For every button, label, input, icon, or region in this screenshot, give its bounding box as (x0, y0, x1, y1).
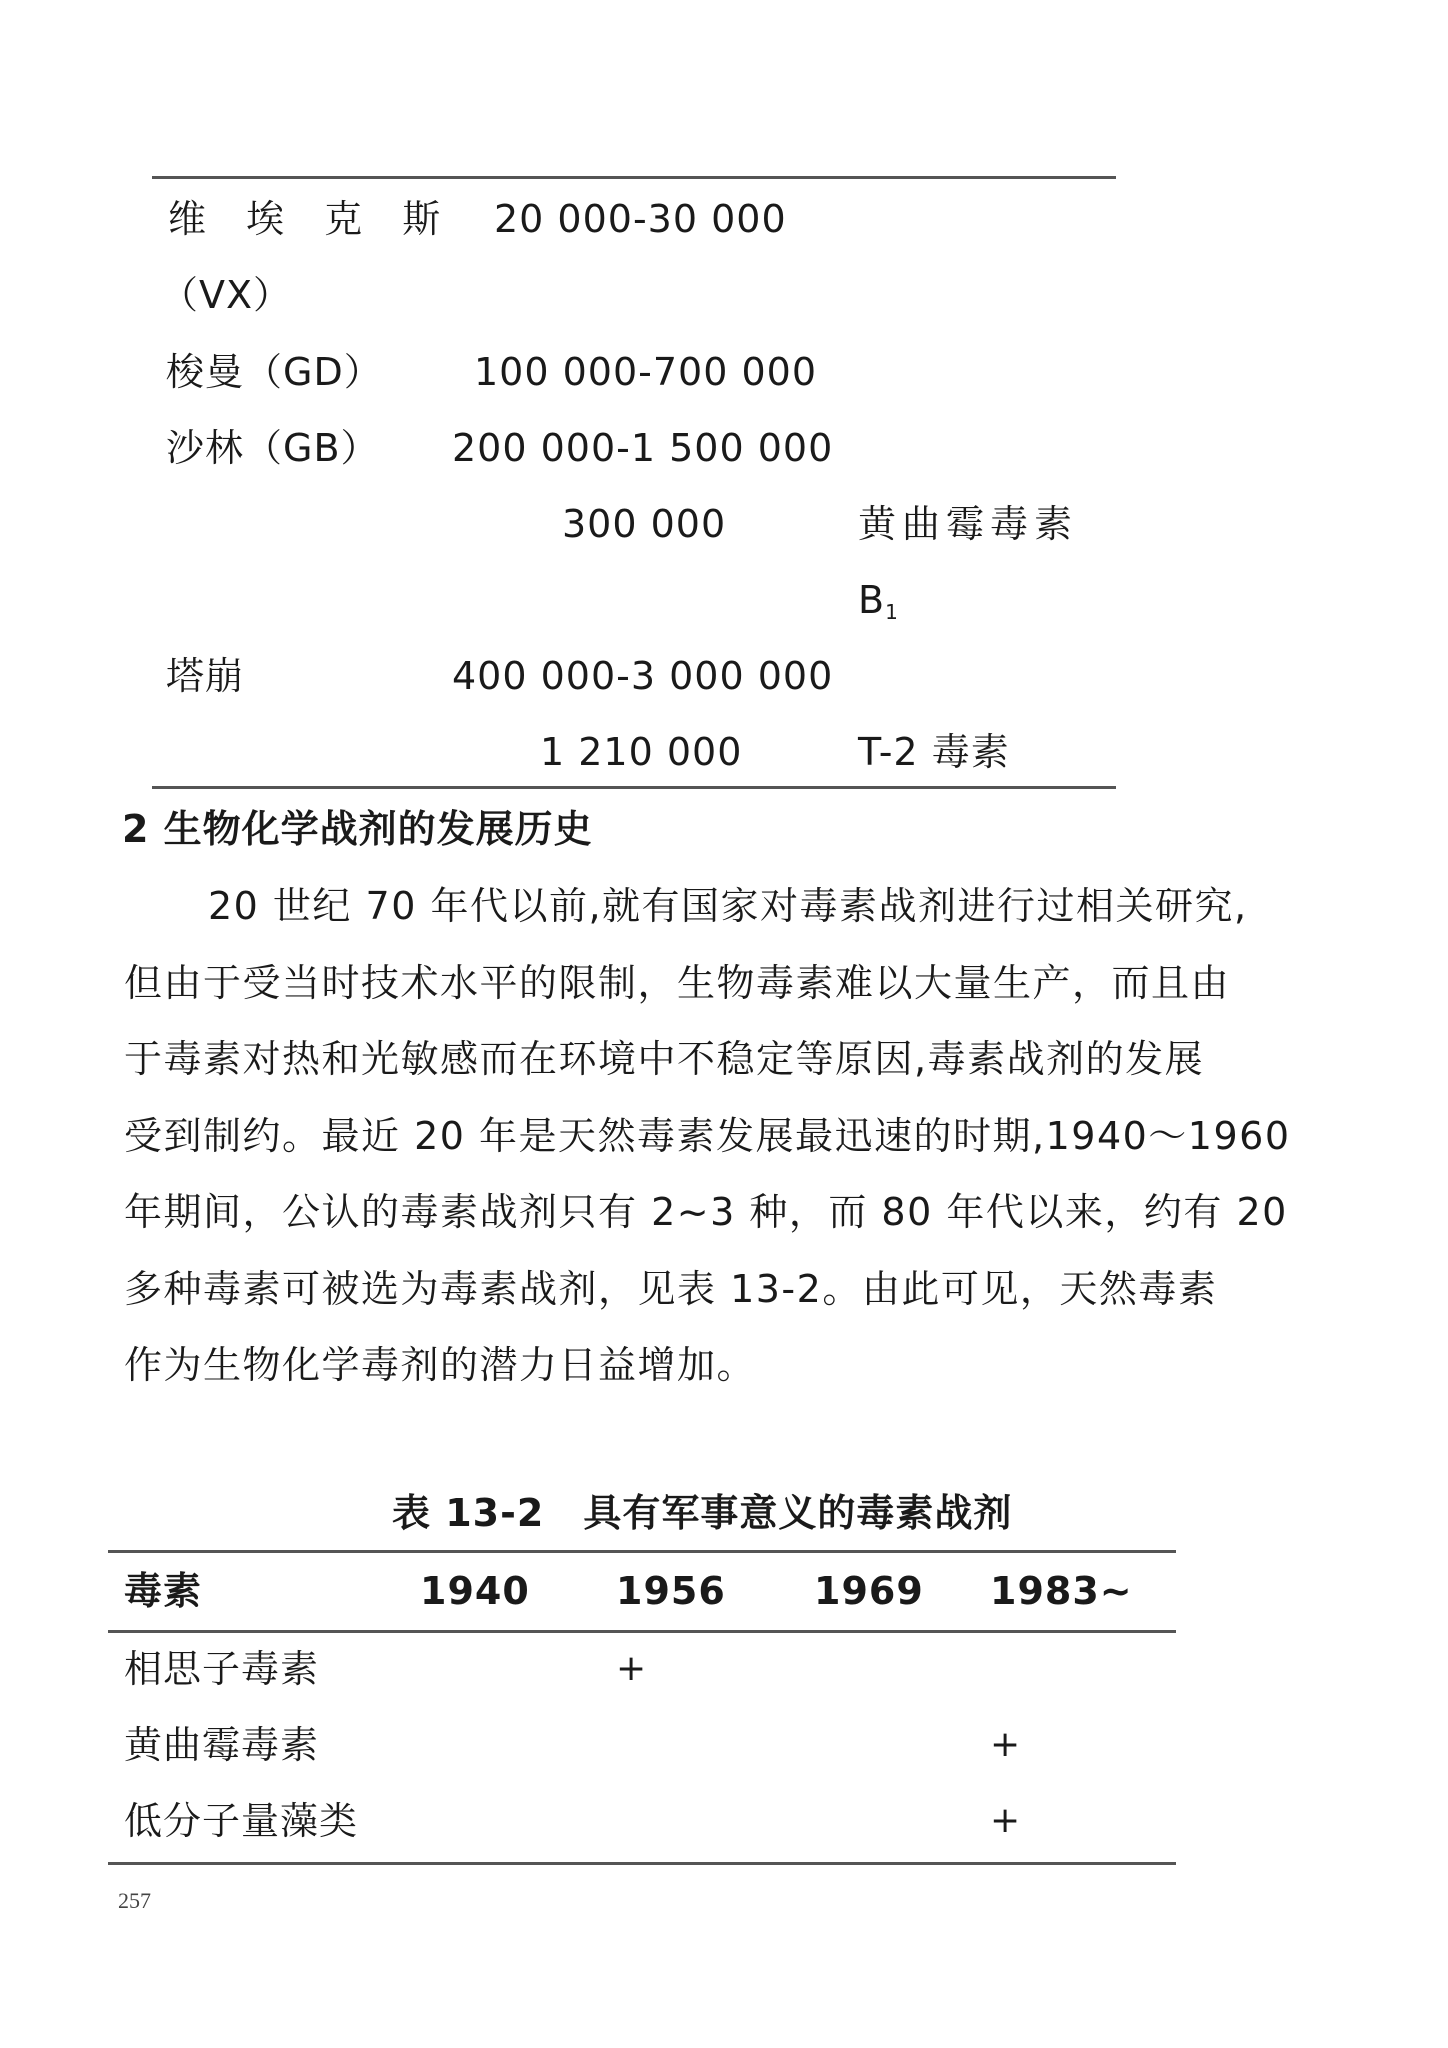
table1-row1-name-cont: （VX） (160, 273, 293, 317)
table1-row4-toxin: 黄曲霉毒素 (858, 502, 1079, 546)
table2-row2-name: 黄曲霉毒素 (124, 1723, 320, 1767)
table2-row1-name: 相思子毒素 (124, 1647, 320, 1691)
table2-row3-mark-1983: + (990, 1800, 1021, 1841)
table2-bottom-rule (108, 1862, 1176, 1865)
table2-header-1983: 1983~ (990, 1569, 1133, 1613)
table2-row1-mark-1956: + (616, 1648, 647, 1689)
section-paragraph (124, 868, 1344, 1404)
table1-row2-value: 100 000-700 000 (474, 350, 817, 394)
table2-top-rule (108, 1550, 1176, 1553)
table1-row2-name: 梭曼（GD） (166, 350, 383, 394)
table1-bottom-rule (152, 786, 1116, 789)
table1-row6-value: 1 210 000 (540, 730, 743, 774)
table1-row3-name: 沙林（GB） (166, 426, 380, 470)
paragraph-line: 但由于受当时技术水平的限制，生物毒素难以大量生产，而且由 (124, 960, 1231, 1005)
table2-row3-name: 低分子量藻类 (124, 1799, 359, 1843)
table1-row4-value: 300 000 (562, 502, 727, 546)
paragraph-line: 受到制约。最近 20 年是天然毒素发展最迅速的时期,1940～1960 (124, 1113, 1291, 1158)
toxin-letter: B (858, 578, 886, 622)
table2-header-1969: 1969 (814, 1569, 924, 1613)
table2-header-1956: 1956 (616, 1569, 726, 1613)
table1-row1-value: 20 000-30 000 (494, 197, 787, 241)
table2-header-toxin: 毒素 (124, 1569, 203, 1613)
table2-header-1940: 1940 (420, 1569, 530, 1613)
table2-header-rule (108, 1630, 1176, 1633)
table2-row2-mark-1983: + (990, 1724, 1021, 1765)
table1-row6-toxin: T-2 毒素 (858, 730, 1010, 774)
table1-row1-name: 维 埃 克 斯 (168, 197, 455, 241)
paragraph-line: 年期间，公认的毒素战剂只有 2~3 种，而 80 年代以来，约有 20 (124, 1190, 1288, 1234)
page-number: 257 (118, 1888, 151, 1913)
table1-row5-value: 400 000-3 000 000 (452, 654, 834, 698)
toxin-subscript: 1 (885, 600, 898, 624)
table1-row3-value: 200 000-1 500 000 (452, 426, 834, 470)
paragraph-line: 作为生物化学毒剂的潜力日益增加。 (124, 1343, 757, 1387)
table1-top-rule (152, 176, 1116, 179)
table1-row4-toxin-cont (858, 577, 898, 635)
paragraph-line: 多种毒素可被选为毒素战剂，见表 13-2。由此可见，天然毒素 (124, 1266, 1218, 1311)
paragraph-line: 20 世纪 70 年代以前,就有国家对毒素战剂进行过相关研究, (208, 884, 1248, 928)
table1-row5-name: 塔崩 (166, 654, 245, 698)
paragraph-line: 于毒素对热和光敏感而在环境中不稳定等原因,毒素战剂的发展 (124, 1037, 1205, 1081)
table2-caption: 表 13-2 具有军事意义的毒素战剂 (392, 1491, 1013, 1535)
section-heading: 2 生物化学战剂的发展历史 (122, 807, 593, 851)
